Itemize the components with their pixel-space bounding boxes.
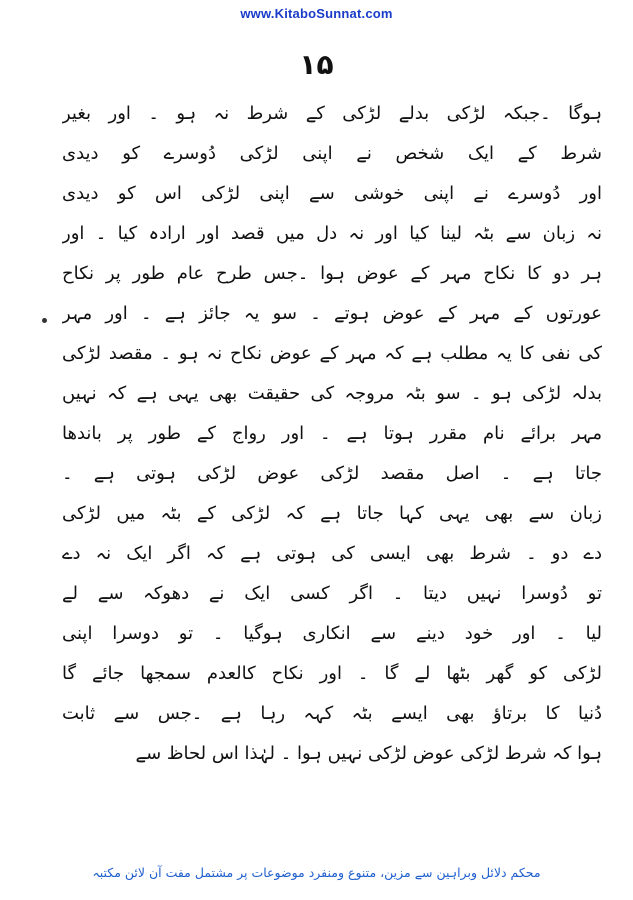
text-line-10: جاتا ہے ۔ اصل مقصد لڑکی عوض لڑکی ہوتی ہے ۔ [62, 463, 602, 484]
text-line-14: لیا ۔ اور خود دینے سے انکاری ہوگیا ۔ تو دوسرا اپنی [62, 623, 602, 644]
text-line-2: شرط کے ایک شخص نے اپنی لڑکی دُوسرے کو دیدی [62, 143, 602, 164]
body-text [62, 94, 602, 774]
text-line-6: عورتوں کے مہر کے عوض ہوتے ۔ سو یہ جائز ہے ۔ اور مہر [62, 303, 602, 324]
text-line-11: زبان سے بھی یہی کہا جاتا ہے کہ لڑکی کے بٹہ میں لڑکی [62, 503, 602, 524]
text-line-12: دے دو ۔ شرط بھی ایسی کی ہوتی ہے کہ اگر ایک نہ دے [62, 543, 602, 564]
text-line-15: لڑکی کو گھر بٹھا لے گا ۔ اور نکاح کالعدم سمجھا جائے گا [62, 663, 602, 684]
page-number: ۱۵ [299, 48, 334, 81]
text-line-3: اور دُوسرے نے اپنی خوشی سے اپنی لڑکی اس کو دیدی [62, 183, 602, 204]
text-line-8: بدلہ لڑکی ہو ۔ سو بٹہ مروجہ کی حقیقت بھی یہی ہے کہ نہیں [62, 383, 602, 404]
text-line-5: ہر دو کا نکاح مہر کے عوض ہوا ۔جس طرح عام طور پر نکاح [62, 263, 602, 284]
text-line-9: مہر برائے نام مقرر ہوتا ہے ۔ اور رواج کے طور پر باندھا [62, 423, 602, 444]
text-line-17: ہوا کہ شرط لڑکی عوض لڑکی نہیں ہوا ۔ لہٰذا اس لحاظ سے [135, 743, 602, 764]
text-line-7: کی نفی کا یہ مطلب ہے کہ مہر کے عوض نکاح نہ ہو ۔ مقصد لڑکی [62, 343, 602, 364]
text-line-4: نہ زبان سے بٹہ لینا کیا اور نہ دل میں قصد اور ارادہ کیا ۔ اور [62, 223, 602, 244]
text-line-1: ہوگا ۔جبکہ لڑکی بدلے لڑکی کے شرط نہ ہو ۔ اور بغیر [62, 103, 602, 124]
site-url-header[interactable]: www.KitaboSunnat.com [240, 6, 393, 21]
margin-mark [42, 318, 47, 323]
footer-note: محکم دلائل وبراہین سے مزین، متنوع ومنفرد موضوعات پر مشتمل مفت آن لائن مکتبہ [92, 865, 541, 880]
text-line-13: تو دُوسرا نہیں دیتا ۔ اگر کسی ایک نے دھوکہ سے لے [62, 583, 602, 604]
text-line-16: دُنیا کا برتاؤ بھی ایسے بٹہ کہہ رہا ہے ۔جس سے ثابت [62, 703, 602, 724]
